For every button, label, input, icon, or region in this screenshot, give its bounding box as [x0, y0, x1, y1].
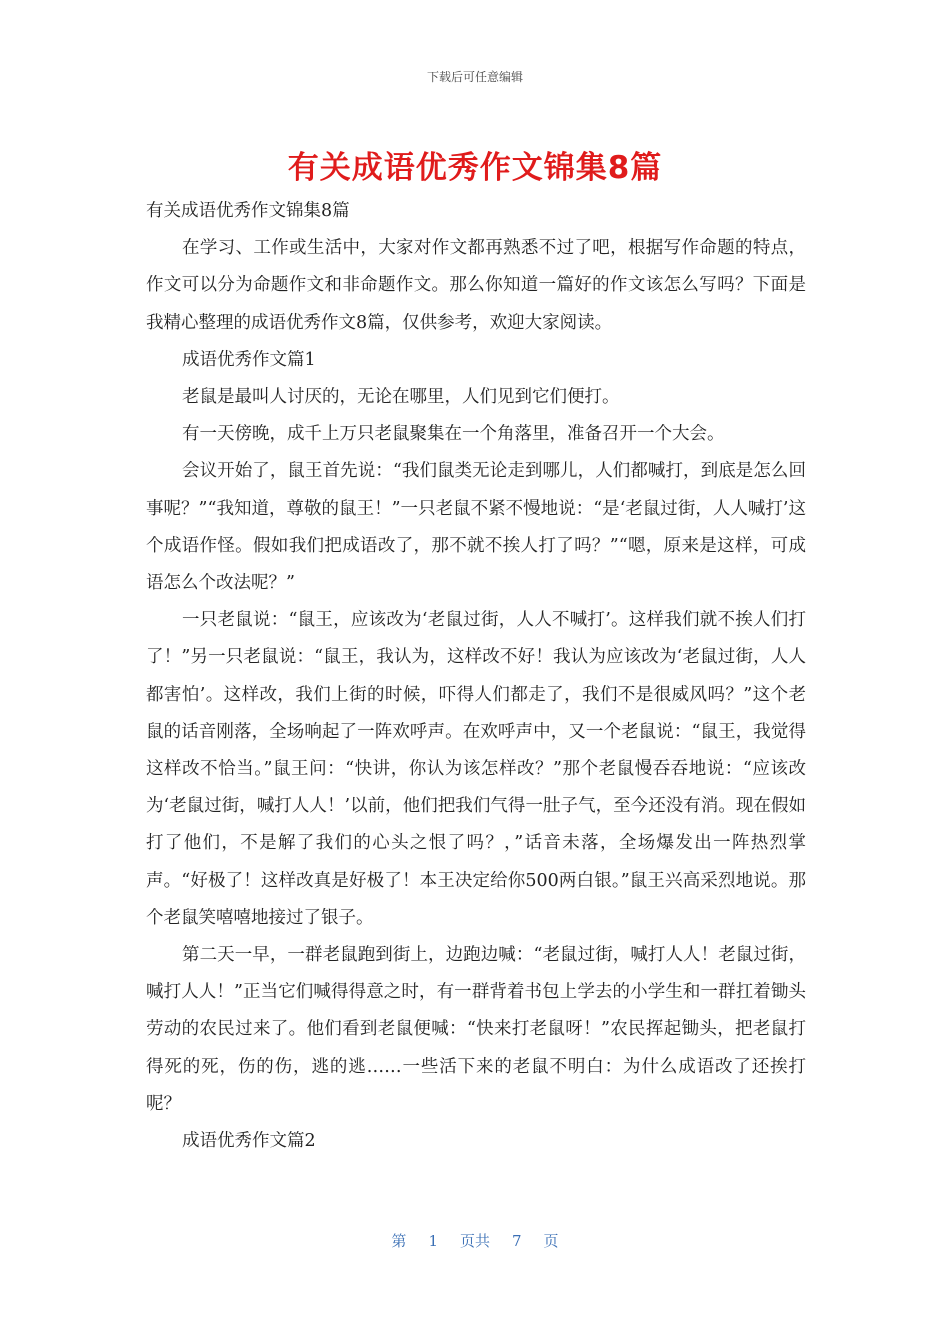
paragraph-3: 老鼠是最叫人讨厌的，无论在哪里，人们见到它们便打。	[182, 387, 620, 408]
section-heading-1: 成语优秀作文篇1	[182, 349, 316, 370]
footer-suffix: 页	[543, 1232, 559, 1250]
document-title: 有关成语优秀作文锦集8篇	[287, 150, 663, 186]
page-footer	[0, 1230, 950, 1251]
paragraph-1: 在学习、工作或生活中，大家对作文都再熟悉不过了吧，根据写作命题的特点，作文可以分为命题作文和非命题作文。那么你知道一篇好的作文该怎么写吗？下面是我精心整理的成语优秀作文8篇，仅供参考，欢迎大家阅读。	[146, 238, 806, 333]
header-note: 下载后可任意编辑	[426, 70, 523, 84]
paragraph-4: 有一天傍晚，成千上万只老鼠聚集在一个角落里，准备召开一个大会。	[182, 424, 725, 445]
paragraph-7: 第二天一早，一群老鼠跑到街上，边跑边喊：“老鼠过街，喊打人人！老鼠过街，喊打人人！”正当它们喊得得意之时，有一群背着书包上学去的小学生和一群扛着锄头劳动的农民过来了。他们看到老鼠便喊：“快来打老鼠呀！”农民挥起锄头，把老鼠打得死的死，伤的伤，逃的逃……一些活下来的老鼠不明白：为什么成语改了还挨打呢？	[146, 945, 806, 1114]
document-body	[146, 193, 806, 1160]
paragraph-5: 会议开始了，鼠王首先说：“我们鼠类无论走到哪儿，人们都喊打，到底是怎么回事呢？”“我知道，尊敬的鼠王！”一只老鼠不紧不慢地说：“是‘老鼠过街，人人喊打’这个成语作怪。假如我们把成语改了，那不就不挨人打了吗？”“嗯，原来是这样，可成语怎么个改法呢？”	[146, 461, 806, 594]
paragraph-6: 一只老鼠说：“鼠王，应该改为‘老鼠过街，人人不喊打’。这样我们就不挨人们打了！”另一只老鼠说：“鼠王，我认为，这样改不好！我认为应该改为‘老鼠过街，人人都害怕’。这样改，我们上街的时候，吓得人们都走了，我们不是很威风吗？”这个老鼠的话音刚落，全场响起了一阵欢呼声。在欢呼声中，又一个老鼠说：“鼠王，我觉得这样改不恰当。”鼠王问：“快讲，你认为该怎样改？”那个老鼠慢吞吞地说：“应该改为‘老鼠过街，喊打人人！’以前，他们把我们气得一肚子气，至今还没有消。现在假如打了他们，不是解了我们的心头之恨了吗？，”话音未落，全场爆发出一阵热烈掌声。“好极了！这样改真是好极了！本王决定给你500两白银。”鼠王兴高采烈地说。那个老鼠笑嘻嘻地接过了银子。	[146, 610, 806, 928]
footer-middle: 页共	[459, 1232, 490, 1250]
footer-prefix: 第	[391, 1232, 407, 1250]
paragraph-0: 有关成语优秀作文锦集8篇	[146, 201, 350, 221]
section-heading-2: 成语优秀作文篇2	[182, 1131, 316, 1152]
footer-current-page: 1	[428, 1232, 438, 1250]
footer-total-pages: 7	[512, 1232, 522, 1250]
